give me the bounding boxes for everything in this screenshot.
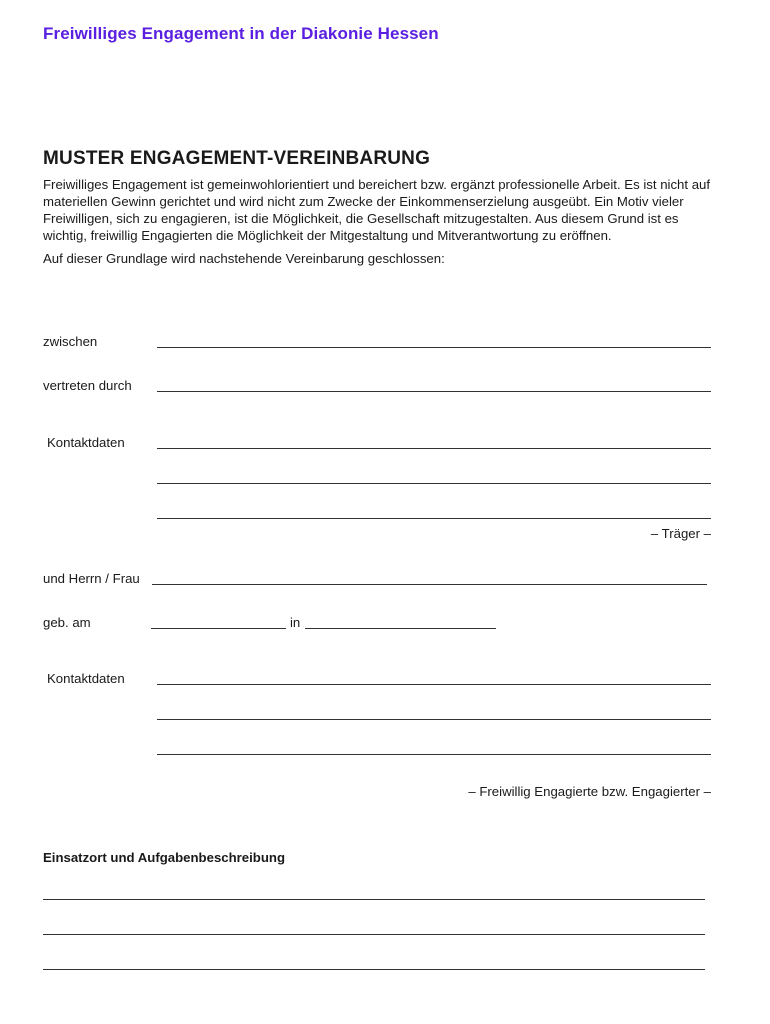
volunteer-name-field[interactable] (152, 584, 707, 585)
between-label: zwischen (43, 334, 98, 349)
birth-date-field[interactable] (151, 628, 286, 629)
traeger-name-field[interactable] (157, 347, 711, 348)
birth-place-field[interactable] (305, 628, 496, 629)
volunteer-contact-label: Kontaktdaten (47, 671, 125, 686)
birth-place-label: in (290, 615, 301, 630)
intro-paragraph: Freiwilliges Engagement ist gemeinwohlorientiert und bereichert bzw. ergänzt professionelle Arbeit. Es ist nicht auf materiellen Gewinn gerichtet und wird nicht zum Zwecke der Einkommenserzielung ausgeübt. Ein Motiv vieler Freiwilligen, sich zu engagieren, ist die Möglichkeit, die Gesellschaft mitzugestalten. Aus diesem Grund ist es wichtig, freiwillig Engagierten die Möglichkeit der Mitgestaltung und Mitverantwortung zu eröffnen. (43, 177, 711, 243)
volunteer-contact-field-3[interactable] (157, 754, 711, 755)
represented-label: vertreten durch (43, 378, 132, 393)
traeger-contact-field-2[interactable] (157, 483, 711, 484)
volunteer-name-label: und Herrn / Frau (43, 571, 140, 586)
traeger-contact-field-1[interactable] (157, 448, 711, 449)
birth-date-label: geb. am (43, 615, 91, 630)
volunteer-contact-field-1[interactable] (157, 684, 711, 685)
assignment-field-1[interactable] (43, 899, 705, 900)
assignment-field-2[interactable] (43, 934, 705, 935)
basis-paragraph: Auf dieser Grundlage wird nachstehende Vereinbarung geschlossen: (43, 251, 445, 266)
intro-text (43, 176, 719, 267)
assignment-field-3[interactable] (43, 969, 705, 970)
represented-by-field[interactable] (157, 391, 711, 392)
volunteer-contact-field-2[interactable] (157, 719, 711, 720)
traeger-contact-field-3[interactable] (157, 518, 711, 519)
document-title: MUSTER ENGAGEMENT-VEREINBARUNG (43, 148, 431, 169)
page-header: Freiwilliges Engagement in der Diakonie Hessen (43, 24, 439, 43)
volunteer-role-label: – Freiwillig Engagierte bzw. Engagierter – (468, 784, 711, 799)
traeger-role-label: – Träger – (650, 526, 711, 541)
traeger-contact-label: Kontaktdaten (47, 435, 125, 450)
assignment-heading: Einsatzort und Aufgabenbeschreibung (43, 850, 286, 865)
